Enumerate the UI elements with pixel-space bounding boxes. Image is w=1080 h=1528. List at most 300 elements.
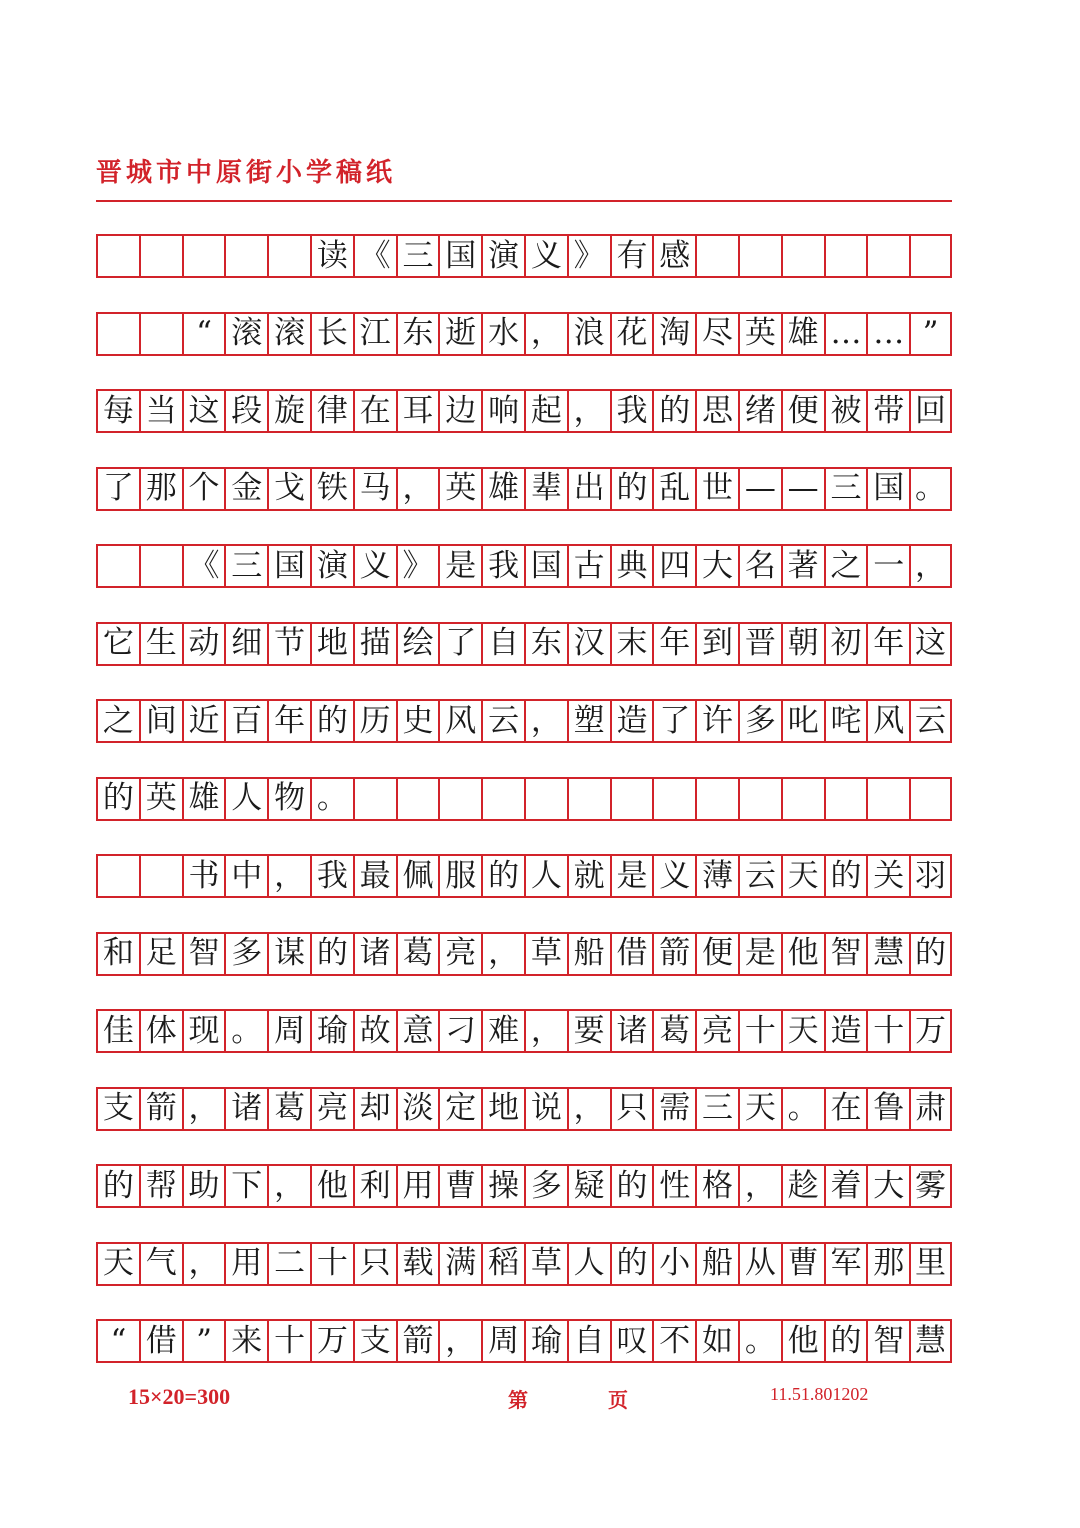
grid-cell: 英 [738,312,781,356]
grid-cell: 段 [224,389,267,433]
grid-cell: 瑜 [524,1319,567,1363]
grid-cell: 著 [781,544,824,588]
grid-cell: ， [567,389,610,433]
grid-cell: 起 [524,389,567,433]
grid-cell: 我 [310,854,353,898]
grid-cell: 船 [567,932,610,976]
grid-cell: 气 [139,1242,182,1286]
grid-cell: 耳 [396,389,439,433]
grid-cell: 辈 [524,467,567,511]
grid-cell: 葛 [267,1087,310,1131]
grid-cell: 造 [610,699,653,743]
grid-cell [139,234,182,278]
grid-cell: 是 [610,854,653,898]
grid-cell: 人 [567,1242,610,1286]
grid-cell: 十 [866,1009,909,1053]
grid-cell: 叱 [781,699,824,743]
grid-cell: 羽 [909,854,952,898]
grid-cell: 的 [310,932,353,976]
grid-cell: 了 [652,699,695,743]
grid-cell: 葛 [652,1009,695,1053]
grid-row [96,234,952,278]
grid-cell: 花 [610,312,653,356]
grid-cell: 体 [139,1009,182,1053]
grid-cell: 叹 [610,1319,653,1363]
grid-cell: — [738,467,781,511]
grid-row [96,932,952,976]
grid-cell: 国 [866,467,909,511]
grid-row [96,467,952,511]
grid-cell: 大 [695,544,738,588]
grid-cell: 。 [781,1087,824,1131]
grid-cell: 它 [96,622,139,666]
grid-cell: 长 [310,312,353,356]
grid-cell: … [866,312,909,356]
grid-cell [224,234,267,278]
grid-cell: 绘 [396,622,439,666]
grid-cell: 智 [866,1319,909,1363]
grid-cell [610,777,653,821]
page-label-suffix: 页 [608,1390,628,1412]
grid-cell: 帮 [139,1164,182,1208]
grid-row [96,312,952,356]
grid-cell: 周 [267,1009,310,1053]
grid-cell: 云 [738,854,781,898]
grid-cell: 淡 [396,1087,439,1131]
grid-cell: 用 [396,1164,439,1208]
grid-cell [781,234,824,278]
grid-cell: 下 [224,1164,267,1208]
grid-cell: 需 [652,1087,695,1131]
grid-cell: 描 [353,622,396,666]
grid-cell: ， [524,312,567,356]
grid-cell: 名 [738,544,781,588]
grid-cell: 东 [396,312,439,356]
grid-cell: 细 [224,622,267,666]
grid-cell: ， [182,1087,225,1131]
grid-cell: 史 [396,699,439,743]
grid-cell [524,777,567,821]
grid-cell [96,544,139,588]
grid-cell: ” [182,1319,225,1363]
grid-cell [96,234,139,278]
grid-cell: 亮 [695,1009,738,1053]
grid-cell: 十 [738,1009,781,1053]
grid-cell: 慧 [866,932,909,976]
grid-cell: 地 [310,622,353,666]
grid-cell [353,777,396,821]
paper-code: 11.51.801202 [770,1384,869,1404]
grid-cell: 绪 [738,389,781,433]
grid-cell: 我 [610,389,653,433]
grid-cell [652,777,695,821]
grid-cell: 年 [652,622,695,666]
grid-cell: 是 [738,932,781,976]
grid-cell: ， [396,467,439,511]
grid-cell: 亮 [438,932,481,976]
grid-cell: 瑜 [310,1009,353,1053]
grid-cell: 支 [353,1319,396,1363]
grid-cell: 难 [481,1009,524,1053]
grid-cell: 。 [310,777,353,821]
grid-cell: 许 [695,699,738,743]
grid-cell [824,777,867,821]
grid-row [96,854,952,898]
grid-cell: 物 [267,777,310,821]
grid-cell: 天 [738,1087,781,1131]
grid-cell: 诸 [353,932,396,976]
grid-cell: 英 [438,467,481,511]
grid-cell: 肃 [909,1087,952,1131]
grid-cell: 雾 [909,1164,952,1208]
grid-cell [396,777,439,821]
grid-cell: 世 [695,467,738,511]
grid-cell: 在 [353,389,396,433]
grid-cell [866,777,909,821]
grid-cell: 江 [353,312,396,356]
grid-cell: 的 [310,699,353,743]
grid-cell: 这 [182,389,225,433]
grid-row [96,1319,952,1363]
grid-cell: 国 [267,544,310,588]
grid-cell: 国 [438,234,481,278]
grid-cell: 疑 [567,1164,610,1208]
grid-row [96,389,952,433]
grid-cell: “ [96,1319,139,1363]
grid-row [96,1009,952,1053]
grid-cell: 了 [438,622,481,666]
grid-cell: 雄 [182,777,225,821]
grid-cell: 年 [866,622,909,666]
grid-cell: 风 [438,699,481,743]
grid-cell: 故 [353,1009,396,1053]
grid-cell: 稻 [481,1242,524,1286]
grid-cell: 出 [567,467,610,511]
grid-cell: 葛 [396,932,439,976]
grid-cell: 感 [652,234,695,278]
grid-cell: 借 [610,932,653,976]
grid-cell: 。 [909,467,952,511]
grid-cell: 小 [652,1242,695,1286]
grid-cell [866,234,909,278]
grid-cell: 着 [824,1164,867,1208]
grid-cell [909,234,952,278]
grid-cell: 之 [96,699,139,743]
grid-cell: 天 [96,1242,139,1286]
grid-cell: 二 [267,1242,310,1286]
grid-cell: ， [524,699,567,743]
grid-cell: 说 [524,1087,567,1131]
grid-cell: 载 [396,1242,439,1286]
grid-cell: 一 [866,544,909,588]
grid-cell: 利 [353,1164,396,1208]
grid-cell: ， [524,1009,567,1053]
grid-cell: “ [182,312,225,356]
grid-cell: 滚 [224,312,267,356]
grid-cell [182,234,225,278]
grid-cell: 间 [139,699,182,743]
grid-cell: 不 [652,1319,695,1363]
grid-cell: 近 [182,699,225,743]
grid-cell: 人 [524,854,567,898]
grid-cell: 他 [781,932,824,976]
grid-cell: 逝 [438,312,481,356]
grid-cell: 箭 [652,932,695,976]
grid-cell [738,234,781,278]
grid-cell: 。 [738,1319,781,1363]
grid-cell: 书 [182,854,225,898]
grid-cell: 服 [438,854,481,898]
grid-cell: … [824,312,867,356]
grid-cell: 助 [182,1164,225,1208]
grid-cell: 百 [224,699,267,743]
grid-cell: 诸 [610,1009,653,1053]
grid-cell: 便 [695,932,738,976]
grid-cell: 到 [695,622,738,666]
grid-cell: — [781,467,824,511]
grid-cell: 义 [353,544,396,588]
grid-cell: 的 [824,854,867,898]
grid-spec: 15×20=300 [128,1384,231,1409]
grid-cell: 典 [610,544,653,588]
grid-row [96,1087,952,1131]
grid-cell: 支 [96,1087,139,1131]
grid-cell: 天 [781,854,824,898]
grid-cell: 英 [139,777,182,821]
grid-cell: 尽 [695,312,738,356]
grid-cell: 周 [481,1319,524,1363]
grid-cell [695,234,738,278]
grid-cell: 演 [310,544,353,588]
grid-cell: 金 [224,467,267,511]
grid-cell: 慧 [909,1319,952,1363]
grid-cell: 。 [224,1009,267,1053]
grid-cell: 风 [866,699,909,743]
grid-cell: 便 [781,389,824,433]
grid-cell: 他 [310,1164,353,1208]
grid-row [96,544,952,588]
grid-cell: 意 [396,1009,439,1053]
grid-cell: 《 [182,544,225,588]
grid-cell: ， [481,932,524,976]
grid-cell: ， [738,1164,781,1208]
grid-cell: 淘 [652,312,695,356]
grid-cell: 《 [353,234,396,278]
grid-cell: 回 [909,389,952,433]
grid-cell: 古 [567,544,610,588]
grid-cell: 思 [695,389,738,433]
grid-cell: 天 [781,1009,824,1053]
grid-cell: 雄 [781,312,824,356]
grid-cell: 了 [96,467,139,511]
grid-cell: 节 [267,622,310,666]
grid-cell: 那 [866,1242,909,1286]
grid-cell: 鲁 [866,1087,909,1131]
grid-cell: 现 [182,1009,225,1053]
grid-cell: 格 [695,1164,738,1208]
grid-cell: 船 [695,1242,738,1286]
grid-cell: 的 [610,467,653,511]
grid-cell: 箭 [139,1087,182,1131]
grid-cell: 十 [267,1319,310,1363]
grid-cell: 趁 [781,1164,824,1208]
grid-cell: 马 [353,467,396,511]
grid-cell: 佳 [96,1009,139,1053]
grid-cell: 地 [481,1087,524,1131]
grid-cell: 云 [909,699,952,743]
grid-cell: 和 [96,932,139,976]
grid-cell: ， [909,544,952,588]
grid-cell: 义 [524,234,567,278]
grid-cell: 就 [567,854,610,898]
grid-cell: 大 [866,1164,909,1208]
grid-cell: 》 [567,234,610,278]
grid-cell: 的 [824,1319,867,1363]
grid-cell: 自 [567,1319,610,1363]
grid-cell: 人 [224,777,267,821]
grid-cell: 之 [824,544,867,588]
grid-cell: 只 [353,1242,396,1286]
grid-cell: 四 [652,544,695,588]
grid-cell: 诸 [224,1087,267,1131]
grid-cell: 每 [96,389,139,433]
grid-cell [96,312,139,356]
grid-cell: 刁 [438,1009,481,1053]
grid-cell: 水 [481,312,524,356]
grid-cell [824,234,867,278]
grid-cell: 咤 [824,699,867,743]
grid-cell: 性 [652,1164,695,1208]
grid-cell [139,312,182,356]
grid-cell: 当 [139,389,182,433]
grid-cell: 草 [524,1242,567,1286]
grid-cell: 浪 [567,312,610,356]
grid-cell [481,777,524,821]
grid-cell: ， [267,1164,310,1208]
grid-cell [909,777,952,821]
grid-cell [267,234,310,278]
grid-cell: 十 [310,1242,353,1286]
grid-cell: 是 [438,544,481,588]
grid-cell: 多 [524,1164,567,1208]
grid-cell: 国 [524,544,567,588]
grid-cell: 被 [824,389,867,433]
grid-cell: 他 [781,1319,824,1363]
grid-cell: 戈 [267,467,310,511]
grid-cell: 里 [909,1242,952,1286]
grid-cell: 的 [481,854,524,898]
grid-cell: 却 [353,1087,396,1131]
grid-cell: 中 [224,854,267,898]
grid-cell: ” [909,312,952,356]
grid-cell: 朝 [781,622,824,666]
grid-cell: 多 [738,699,781,743]
header-rule [96,200,952,202]
grid-cell: 定 [438,1087,481,1131]
grid-cell: 操 [481,1164,524,1208]
grid-cell: ， [438,1319,481,1363]
grid-cell: 军 [824,1242,867,1286]
grid-cell: 薄 [695,854,738,898]
grid-cell: 演 [481,234,524,278]
grid-cell: 个 [182,467,225,511]
grid-cell: 雄 [481,467,524,511]
grid-cell: 如 [695,1319,738,1363]
grid-cell: 谋 [267,932,310,976]
grid-cell: 亮 [310,1087,353,1131]
grid-cell: 用 [224,1242,267,1286]
grid-cell: 响 [481,389,524,433]
grid-cell: 东 [524,622,567,666]
grid-cell: 有 [610,234,653,278]
grid-cell: 历 [353,699,396,743]
grid-cell: 的 [909,932,952,976]
grid-cell: 边 [438,389,481,433]
grid-cell [139,544,182,588]
grid-cell: 》 [396,544,439,588]
grid-cell: 从 [738,1242,781,1286]
grid-cell: ， [567,1087,610,1131]
grid-cell: 三 [695,1087,738,1131]
grid-cell: 智 [182,932,225,976]
grid-cell: 乱 [652,467,695,511]
grid-cell: 的 [96,777,139,821]
grid-cell: 的 [610,1164,653,1208]
grid-cell: 只 [610,1087,653,1131]
grid-cell [781,777,824,821]
grid-cell: 草 [524,932,567,976]
grid-cell: 的 [96,1164,139,1208]
grid-cell: 满 [438,1242,481,1286]
grid-cell: 铁 [310,467,353,511]
grid-row [96,622,952,666]
grid-cell: 义 [652,854,695,898]
grid-cell: ， [267,854,310,898]
grid-cell: ， [182,1242,225,1286]
grid-cell: 生 [139,622,182,666]
grid-cell: 读 [310,234,353,278]
grid-cell: 箭 [396,1319,439,1363]
grid-cell: 智 [824,932,867,976]
grid-row [96,699,952,743]
grid-cell: 万 [909,1009,952,1053]
grid-cell: 汉 [567,622,610,666]
grid-cell [695,777,738,821]
grid-cell: 那 [139,467,182,511]
grid-cell: 这 [909,622,952,666]
grid-cell: 末 [610,622,653,666]
grid-cell: 滚 [267,312,310,356]
grid-row [96,1242,952,1286]
grid-cell: 云 [481,699,524,743]
grid-cell: 造 [824,1009,867,1053]
grid-cell: 的 [610,1242,653,1286]
grid-cell: 在 [824,1087,867,1131]
grid-cell [96,854,139,898]
grid-cell: 年 [267,699,310,743]
grid-cell: 曹 [438,1164,481,1208]
grid-cell: 多 [224,932,267,976]
grid-cell: 动 [182,622,225,666]
grid-cell: 关 [866,854,909,898]
grid-cell: 借 [139,1319,182,1363]
page-label-prefix: 第 [508,1390,528,1412]
grid-cell: 自 [481,622,524,666]
grid-cell: 佩 [396,854,439,898]
grid-cell: 晋 [738,622,781,666]
grid-cell: 塑 [567,699,610,743]
grid-cell: 足 [139,932,182,976]
